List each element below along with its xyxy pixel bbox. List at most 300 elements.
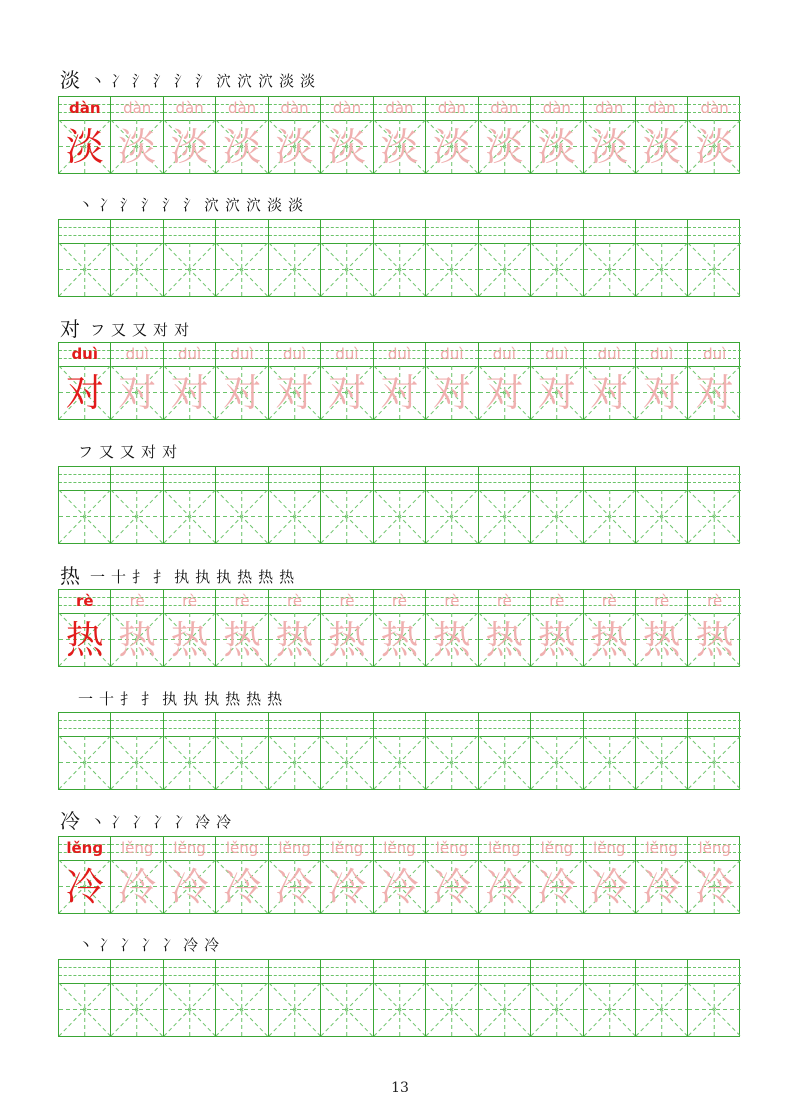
tian-grid: [321, 983, 372, 1036]
tian-grid: [636, 490, 687, 543]
stroke-step: 热: [246, 690, 262, 708]
tracing-cell: [636, 837, 688, 913]
practice-cell[interactable]: [636, 220, 688, 296]
pinyin-band: [164, 713, 215, 737]
stroke-step: 冫: [174, 813, 190, 831]
tian-grid: [269, 490, 320, 543]
trace-pinyin: rè: [339, 592, 355, 610]
tracing-cell: [374, 97, 426, 173]
tracing-cell: [164, 837, 216, 913]
stroke-step: 淡: [288, 196, 304, 214]
practice-cell[interactable]: [688, 467, 740, 543]
practice-cell[interactable]: [164, 467, 216, 543]
trace-character: 冷: [327, 864, 366, 909]
tracing-cell: [321, 590, 373, 666]
trace-character: 淡: [380, 124, 419, 169]
tian-grid: [584, 983, 635, 1036]
practice-cell[interactable]: [584, 220, 636, 296]
trace-pinyin: duì: [387, 345, 412, 363]
practice-cell[interactable]: [479, 220, 531, 296]
tracing-cell: [584, 97, 636, 173]
pinyin-band: [269, 713, 320, 737]
pinyin-band: [59, 220, 110, 244]
trace-character: 对: [118, 370, 157, 415]
pinyin-band: [479, 467, 530, 491]
tian-grid: [374, 243, 425, 296]
tian-grid: [426, 243, 477, 296]
practice-cell[interactable]: [479, 713, 531, 789]
practice-cell[interactable]: [216, 467, 268, 543]
trace-pinyin: duì: [178, 345, 202, 363]
pinyin-band: [321, 960, 372, 984]
pinyin-band: [531, 960, 582, 984]
trace-pinyin: dàn: [542, 99, 571, 117]
tian-grid: [479, 243, 530, 296]
stroke-order-line: [60, 64, 321, 92]
practice-cell[interactable]: [374, 220, 426, 296]
stroke-step: 丶: [90, 813, 106, 831]
pinyin-band: [216, 713, 267, 737]
tracing-cell: [374, 837, 426, 913]
trace-character: 对: [380, 370, 419, 415]
tracing-cell: [111, 837, 163, 913]
practice-cell[interactable]: [374, 467, 426, 543]
stroke-step: 冫: [141, 936, 157, 954]
stroke-step: 又: [132, 321, 148, 339]
stroke-step: 执: [216, 568, 232, 586]
stroke-step: 冷: [204, 936, 220, 954]
tian-grid: [479, 490, 530, 543]
stroke-step: 扌: [132, 568, 148, 586]
trace-pinyin: lěng: [225, 839, 259, 857]
pinyin-band: [479, 220, 530, 244]
trace-character: 热: [170, 617, 209, 662]
tracing-cell: [426, 837, 478, 913]
trace-pinyin: lěng: [645, 839, 678, 857]
trace-character: 淡: [695, 124, 734, 169]
trace-character: 淡: [275, 124, 314, 169]
practice-cell[interactable]: [426, 467, 478, 543]
trace-character: 对: [223, 370, 262, 415]
practice-cell[interactable]: [111, 467, 163, 543]
stroke-line-character: 热: [60, 564, 80, 588]
trace-character: 冷: [485, 864, 524, 909]
stroke-step: 丶: [78, 196, 94, 214]
model-pinyin: duì: [71, 345, 98, 363]
practice-cell[interactable]: [164, 960, 216, 1036]
practice-cell[interactable]: [164, 713, 216, 789]
stroke-step: 冫: [132, 813, 148, 831]
trace-pinyin: rè: [129, 592, 145, 610]
tian-grid: [164, 983, 215, 1036]
trace-pinyin: rè: [444, 592, 460, 610]
tracing-cell: [479, 590, 531, 666]
tian-grid: [426, 736, 477, 789]
tracing-cell: [111, 97, 163, 173]
model-pinyin: lěng: [66, 839, 104, 857]
stroke-step: 氵: [120, 196, 136, 214]
tian-grid: [216, 490, 267, 543]
tian-grid: [584, 243, 635, 296]
practice-cell[interactable]: [479, 960, 531, 1036]
tracing-cell: [531, 837, 583, 913]
pinyin-band: [636, 467, 687, 491]
stroke-step: 十: [111, 568, 127, 586]
tian-grid: [531, 490, 582, 543]
trace-pinyin: lěng: [435, 839, 469, 857]
practice-cell[interactable]: [688, 713, 740, 789]
tracing-cell: [531, 590, 583, 666]
practice-cell[interactable]: [688, 220, 740, 296]
practice-cell[interactable]: [531, 713, 583, 789]
tracing-cell: [269, 590, 321, 666]
stroke-step: 执: [174, 568, 190, 586]
stroke-line-character: 对: [60, 317, 80, 341]
tracing-cell: [321, 837, 373, 913]
tian-grid: [321, 736, 372, 789]
practice-cell[interactable]: [531, 220, 583, 296]
tian-grid: [636, 243, 687, 296]
trace-character: 冷: [275, 864, 314, 909]
practice-cell[interactable]: [321, 467, 373, 543]
model-character: 热: [65, 617, 104, 662]
trace-character: 冷: [590, 864, 629, 909]
pinyin-band: [584, 960, 635, 984]
stroke-step: 一: [78, 690, 94, 708]
trace-character: 对: [642, 370, 681, 415]
trace-pinyin: lěng: [698, 839, 731, 857]
pinyin-band: [584, 467, 635, 491]
tracing-cell: [479, 837, 531, 913]
trace-pinyin: rè: [496, 592, 512, 610]
stroke-step: 对: [162, 443, 178, 461]
practice-cell[interactable]: [321, 220, 373, 296]
trace-pinyin: dàn: [332, 99, 362, 117]
tian-grid: [688, 983, 740, 1036]
tracing-grid-row: [58, 342, 740, 420]
stroke-step: 丶: [90, 72, 106, 90]
stroke-step: フ: [90, 321, 106, 339]
trace-pinyin: dàn: [123, 99, 152, 117]
pinyin-band: [164, 220, 215, 244]
model-character: 淡: [65, 124, 104, 169]
stroke-step: 冫: [99, 196, 115, 214]
stroke-step: 又: [120, 443, 136, 461]
practice-cell[interactable]: [374, 960, 426, 1036]
trace-character: 冷: [432, 864, 471, 909]
stroke-step: 氵: [132, 72, 148, 90]
stroke-step: 热: [279, 568, 295, 586]
tian-grid: [479, 983, 530, 1036]
stroke-step: 氵: [183, 196, 199, 214]
tracing-grid-row: [58, 836, 740, 914]
stroke-step: 冫: [111, 813, 127, 831]
practice-cell[interactable]: [636, 467, 688, 543]
trace-pinyin: dàn: [280, 99, 309, 117]
trace-character: 冷: [642, 864, 681, 909]
stroke-step: 扌: [153, 568, 169, 586]
pinyin-band: [59, 713, 110, 737]
trace-character: 热: [695, 617, 734, 662]
pinyin-band: [426, 713, 477, 737]
tian-grid: [216, 983, 267, 1036]
practice-cell[interactable]: [269, 713, 321, 789]
practice-cell[interactable]: [374, 713, 426, 789]
stroke-step: 冫: [153, 813, 169, 831]
stroke-step: 对: [174, 321, 190, 339]
trace-character: 淡: [485, 124, 524, 169]
practice-stroke-order-line: [78, 928, 225, 956]
trace-character: 冷: [223, 864, 262, 909]
practice-cell[interactable]: [59, 713, 111, 789]
stroke-step: 执: [162, 690, 178, 708]
tian-grid: [59, 983, 110, 1036]
practice-cell[interactable]: [111, 713, 163, 789]
tracing-cell: [479, 97, 531, 173]
trace-character: 对: [170, 370, 209, 415]
tracing-cell: [269, 343, 321, 419]
practice-cell[interactable]: [636, 713, 688, 789]
trace-character: 对: [327, 370, 366, 415]
practice-grid-row: [58, 466, 740, 544]
pinyin-band: [479, 960, 530, 984]
pinyin-band: [426, 220, 477, 244]
tracing-cell: [584, 590, 636, 666]
pinyin-band: [531, 467, 582, 491]
trace-character: 热: [118, 617, 157, 662]
stroke-step: 冫: [120, 936, 136, 954]
practice-cell[interactable]: [59, 220, 111, 296]
pinyin-band: [426, 467, 477, 491]
stroke-step: 热: [267, 690, 283, 708]
stroke-step: 泬: [237, 72, 253, 90]
pinyin-band: [111, 713, 162, 737]
trace-pinyin: dàn: [647, 99, 676, 117]
tracing-cell: [426, 590, 478, 666]
tian-grid: [374, 736, 425, 789]
tian-grid: [216, 736, 267, 789]
practice-cell[interactable]: [531, 960, 583, 1036]
tracing-cell: [374, 343, 426, 419]
trace-pinyin: rè: [707, 592, 723, 610]
tracing-cell: [59, 590, 111, 666]
stroke-step: 热: [237, 568, 253, 586]
tian-grid: [636, 983, 687, 1036]
trace-pinyin: lěng: [173, 839, 206, 857]
stroke-order-line: [60, 560, 300, 588]
trace-character: 对: [537, 370, 576, 415]
stroke-order-line: [60, 805, 237, 833]
practice-cell[interactable]: [321, 960, 373, 1036]
trace-character: 热: [223, 617, 262, 662]
stroke-step: 扌: [141, 690, 157, 708]
practice-cell[interactable]: [636, 960, 688, 1036]
trace-character: 淡: [537, 124, 576, 169]
practice-grid-row: [58, 712, 740, 790]
pinyin-band: [426, 960, 477, 984]
tracing-cell: [636, 97, 688, 173]
stroke-step: 淡: [300, 72, 316, 90]
pinyin-band: [374, 220, 425, 244]
pinyin-band: [269, 467, 320, 491]
trace-character: 冷: [695, 864, 734, 909]
pinyin-band: [688, 467, 740, 491]
tracing-grid-row: [58, 96, 740, 174]
tian-grid: [374, 490, 425, 543]
pinyin-band: [111, 220, 162, 244]
trace-pinyin: duì: [335, 345, 359, 363]
tian-grid: [321, 243, 372, 296]
trace-pinyin: lěng: [330, 839, 364, 857]
practice-stroke-order-line: [78, 435, 183, 463]
trace-pinyin: rè: [287, 592, 303, 610]
trace-character: 对: [275, 370, 314, 415]
trace-pinyin: lěng: [383, 839, 416, 857]
trace-pinyin: rè: [391, 592, 407, 610]
trace-character: 热: [380, 617, 419, 662]
stroke-step: 冷: [195, 813, 211, 831]
stroke-step: 冷: [216, 813, 232, 831]
tian-grid: [164, 243, 215, 296]
practice-cell[interactable]: [584, 467, 636, 543]
practice-cell[interactable]: [584, 713, 636, 789]
stroke-step: 氵: [153, 72, 169, 90]
tian-grid: [164, 736, 215, 789]
stroke-step: 执: [204, 690, 220, 708]
practice-cell[interactable]: [111, 960, 163, 1036]
stroke-step: 又: [99, 443, 115, 461]
tian-grid: [321, 490, 372, 543]
stroke-step: 冫: [162, 936, 178, 954]
pinyin-band: [374, 960, 425, 984]
practice-cell[interactable]: [59, 960, 111, 1036]
tian-grid: [531, 243, 582, 296]
practice-cell[interactable]: [216, 220, 268, 296]
tian-grid: [479, 736, 530, 789]
stroke-step: 泬: [225, 196, 241, 214]
pinyin-band: [269, 220, 320, 244]
trace-character: 热: [590, 617, 629, 662]
trace-pinyin: dàn: [490, 99, 519, 117]
tracing-cell: [216, 343, 268, 419]
pinyin-band: [688, 220, 740, 244]
practice-cell[interactable]: [111, 220, 163, 296]
trace-pinyin: lěng: [593, 839, 626, 857]
tracing-cell: [426, 343, 478, 419]
tracing-cell: [269, 837, 321, 913]
tracing-cell: [164, 343, 216, 419]
practice-cell[interactable]: [426, 220, 478, 296]
stroke-step: フ: [78, 443, 94, 461]
practice-stroke-order-line: [78, 188, 309, 216]
stroke-step: 热: [258, 568, 274, 586]
trace-pinyin: lěng: [488, 839, 521, 857]
pinyin-band: [59, 467, 110, 491]
tracing-cell: [216, 590, 268, 666]
stroke-step: 执: [183, 690, 199, 708]
tian-grid: [111, 983, 162, 1036]
trace-pinyin: duì: [703, 345, 727, 363]
tracing-cell: [164, 97, 216, 173]
practice-cell[interactable]: [531, 467, 583, 543]
tian-grid: [59, 736, 110, 789]
practice-cell[interactable]: [59, 467, 111, 543]
trace-pinyin: duì: [650, 345, 674, 363]
stroke-step: 氵: [195, 72, 211, 90]
practice-cell[interactable]: [216, 713, 268, 789]
stroke-line-character: 冷: [60, 809, 80, 833]
trace-character: 对: [590, 370, 629, 415]
page-number: 13: [391, 1080, 409, 1096]
pinyin-band: [216, 960, 267, 984]
trace-character: 淡: [223, 124, 262, 169]
tracing-cell: [321, 343, 373, 419]
practice-cell[interactable]: [164, 220, 216, 296]
pinyin-band: [688, 960, 740, 984]
trace-pinyin: dàn: [595, 99, 624, 117]
practice-cell[interactable]: [269, 960, 321, 1036]
trace-character: 淡: [327, 124, 366, 169]
trace-pinyin: dàn: [175, 99, 204, 117]
stroke-step: 对: [153, 321, 169, 339]
tian-grid: [426, 490, 477, 543]
practice-cell[interactable]: [688, 960, 740, 1036]
tian-grid: [164, 490, 215, 543]
pinyin-band: [531, 220, 582, 244]
practice-cell[interactable]: [479, 467, 531, 543]
stroke-order-line: [60, 313, 195, 341]
practice-cell[interactable]: [269, 467, 321, 543]
pinyin-band: [59, 960, 110, 984]
practice-grid-row: [58, 219, 740, 297]
stroke-step: 淡: [279, 72, 295, 90]
tian-grid: [269, 736, 320, 789]
trace-character: 冷: [170, 864, 209, 909]
pinyin-band: [216, 467, 267, 491]
trace-character: 淡: [642, 124, 681, 169]
tracing-cell: [59, 97, 111, 173]
trace-pinyin: duì: [230, 345, 254, 363]
tracing-cell: [584, 837, 636, 913]
tian-grid: [111, 243, 162, 296]
trace-character: 对: [432, 370, 471, 415]
tian-grid: [688, 490, 740, 543]
tracing-cell: [59, 837, 111, 913]
practice-cell[interactable]: [216, 960, 268, 1036]
trace-character: 对: [695, 370, 734, 415]
trace-character: 冷: [380, 864, 419, 909]
practice-cell[interactable]: [321, 713, 373, 789]
pinyin-band: [374, 713, 425, 737]
pinyin-band: [584, 713, 635, 737]
trace-pinyin: dàn: [437, 99, 467, 117]
practice-cell[interactable]: [426, 960, 478, 1036]
practice-cell[interactable]: [584, 960, 636, 1036]
trace-character: 热: [485, 617, 524, 662]
tracing-grid-row: [58, 589, 740, 667]
pinyin-band: [321, 467, 372, 491]
practice-cell[interactable]: [269, 220, 321, 296]
practice-cell[interactable]: [426, 713, 478, 789]
pinyin-band: [636, 713, 687, 737]
trace-character: 热: [275, 617, 314, 662]
pinyin-band: [636, 220, 687, 244]
trace-pinyin: dàn: [700, 99, 729, 117]
trace-pinyin: dàn: [385, 99, 414, 117]
stroke-step: 又: [111, 321, 127, 339]
tian-grid: [59, 490, 110, 543]
stroke-step: 氵: [162, 196, 178, 214]
